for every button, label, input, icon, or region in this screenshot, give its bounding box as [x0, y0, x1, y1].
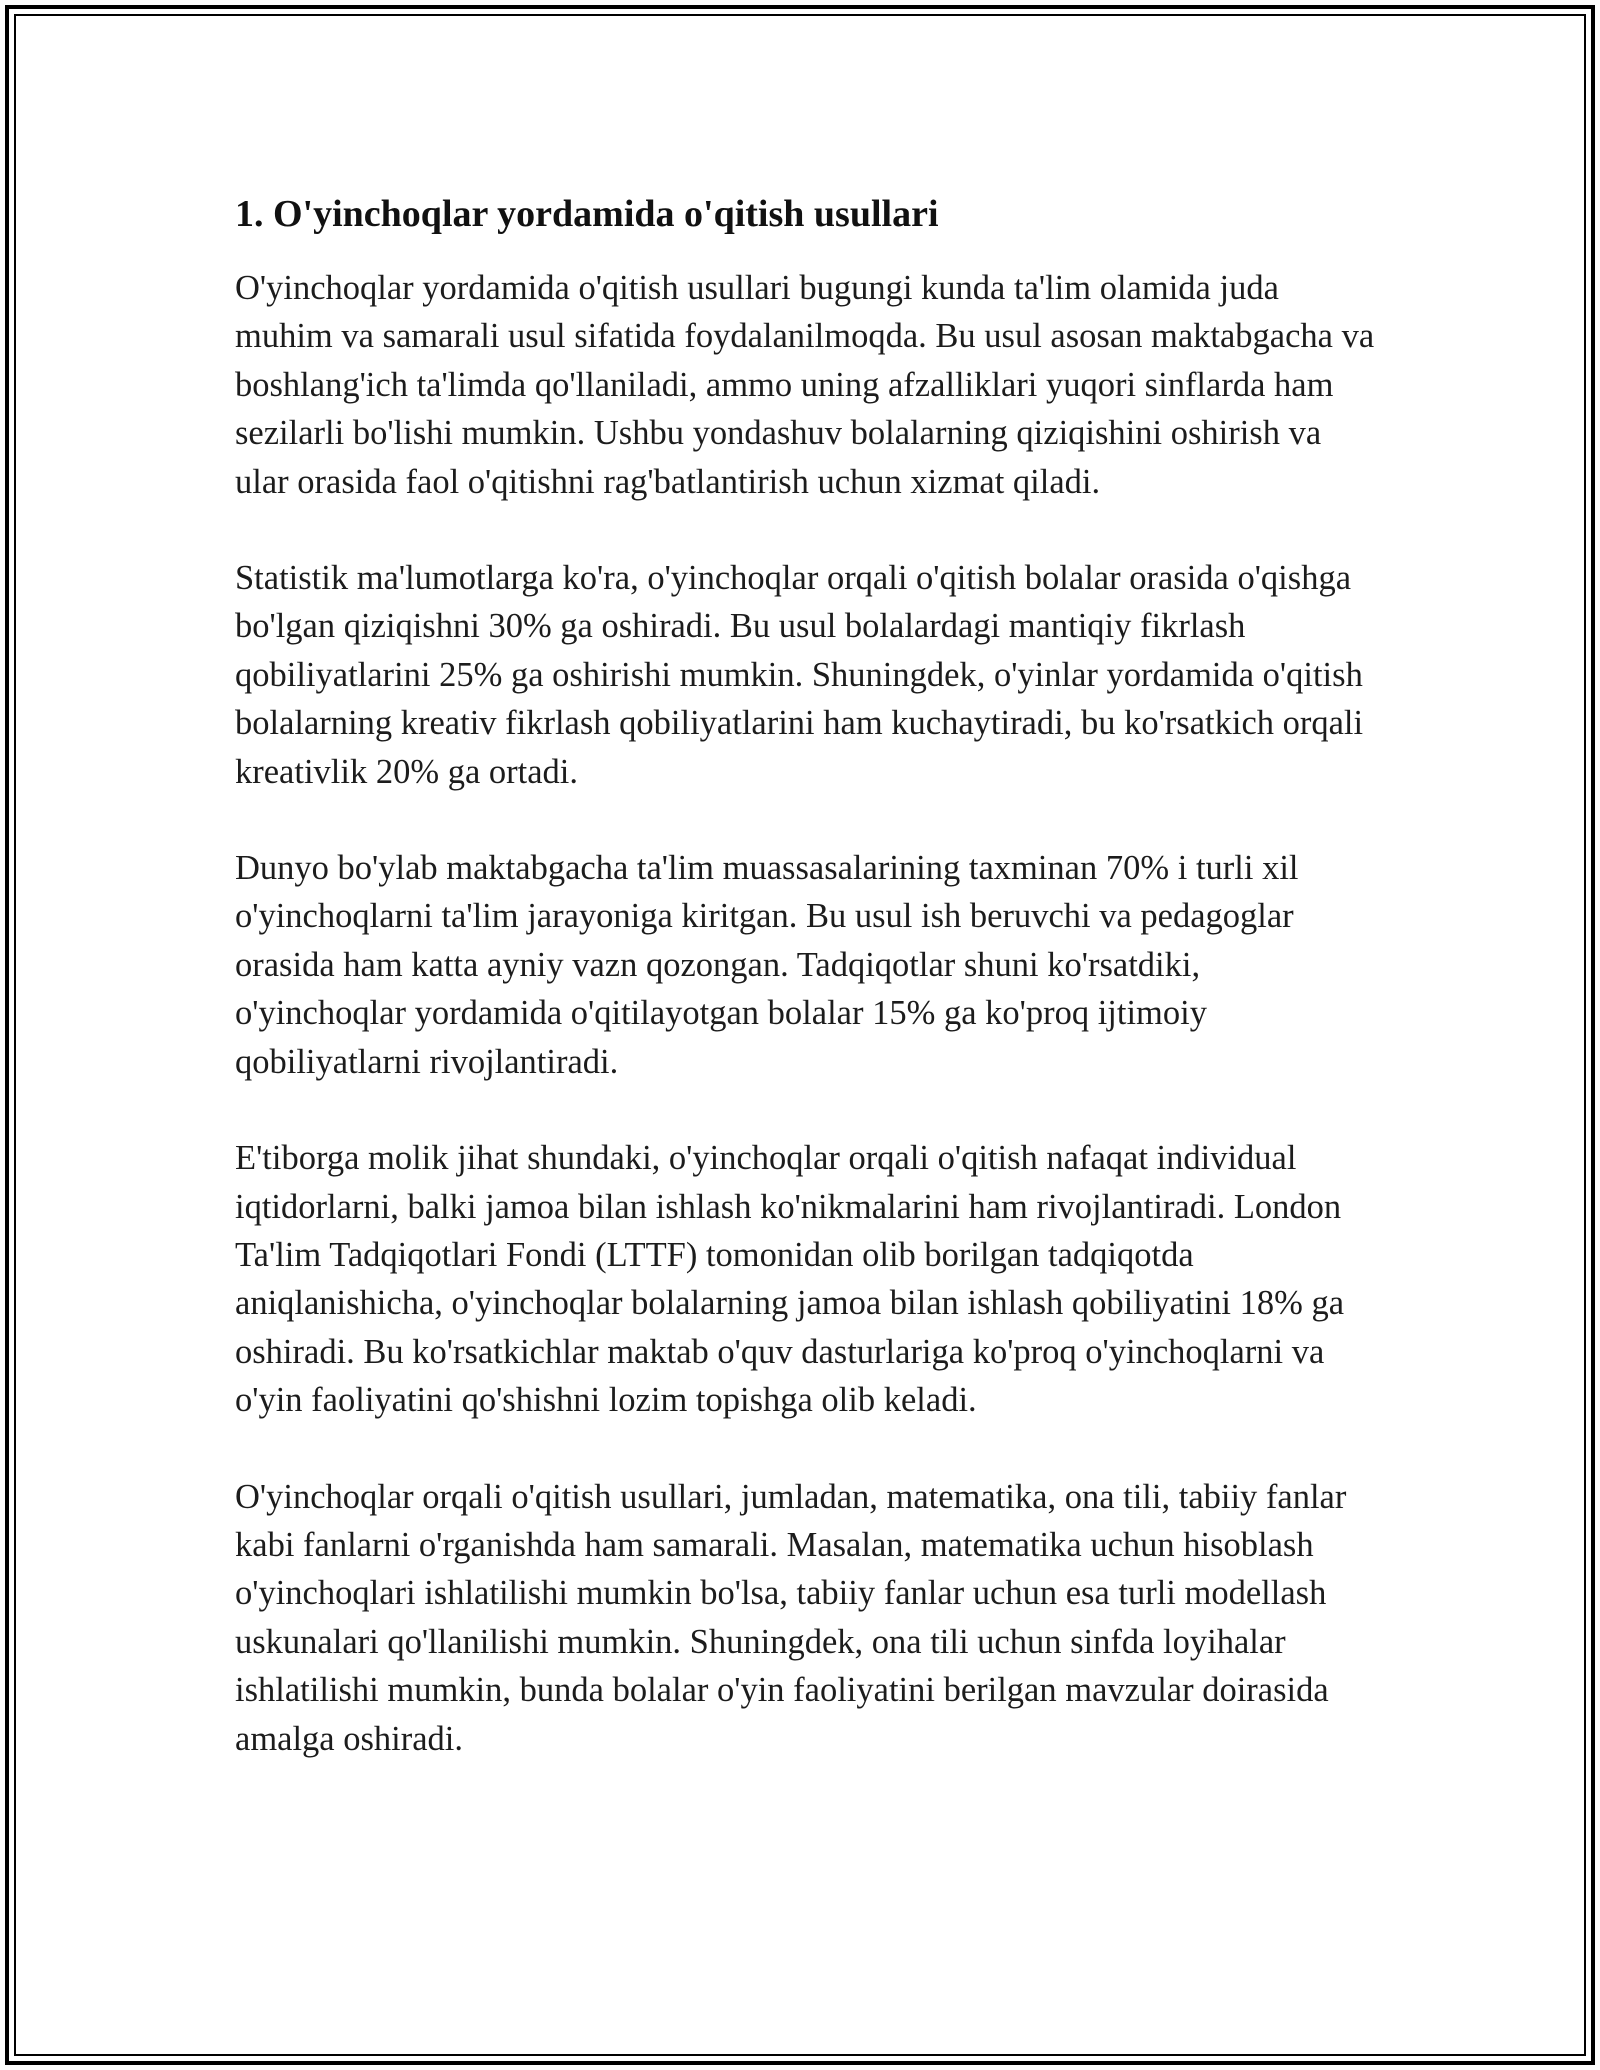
- section-title: 1. O'yinchoqlar yordamida o'qitish usullari: [235, 193, 939, 235]
- paragraph-teamwork: E'tiborga molik jihat shundaki, o'yinchoqlar orqali o'qitish nafaqat individual iqtidorlarni, balki jamoa bilan ishlash ko'nikmalarini ham rivojlantiradi. London Ta'lim Tadqiqotlari Fondi (LTTF) tomonidan olib borilgan tadqiqotda aniqlanishicha, o'yinchoqlar bolalarning jamoa bilan ishlash qobiliyatini 18% ga oshiradi. Bu ko'rsatkichlar maktab o'quv dasturlariga ko'proq o'yinchoqlarni va o'yin faoliyatini qo'shishni lozim topishga olib keladi.: [235, 1139, 1345, 1420]
- paragraph-world-adoption: Dunyo bo'ylab maktabgacha ta'lim muassasalarining taxminan 70% i turli xil o'yinchoqlarni ta'lim jarayoniga kiritgan. Bu usul ish beruvchi va pedagoglar orasida ham katta ayniy vazn qozongan. Tadqiqotlar shuni ko'rsatdiki, o'yinchoqlar yordamida o'qitilayotgan bolalar 15% ga ko'proq ijtimoiy qobiliyatlarni rivojlantiradi.: [235, 849, 1299, 1081]
- document-body: [235, 186, 1375, 1811]
- paragraph-subjects: O'yinchoqlar orqali o'qitish usullari, jumladan, matematika, ona tili, tabiiy fanlar kabi fanlarni o'rganishda ham samarali. Masalan, matematika uchun hisoblash o'yinchoqlari ishlatilishi mumkin bo'lsa, tabiiy fanlar uchun esa turli modellash uskunalari qo'llanilishi mumkin. Shuningdek, ona tili uchun sinfda loyihalar ishlatilishi mumkin, bunda bolalar o'yin faoliyatini berilgan mavzular doirasida amalga oshiradi.: [235, 1477, 1347, 1758]
- paragraph-statistics: Statistik ma'lumotlarga ko'ra, o'yinchoqlar orqali o'qitish bolalar orasida o'qishga bo'lgan qiziqishni 30% ga oshiradi. Bu usul bolalardagi mantiqiy fikrlash qobiliyatlarini 25% ga oshirishi mumkin. Shuningdek, o'yinlar yordamida o'qitish bolalarning kreativ fikrlash qobiliyatlarini ham kuchaytiradi, bu ko'rsatkich orqali kreativlik 20% ga ortadi.: [235, 559, 1364, 791]
- paragraph-intro: O'yinchoqlar yordamida o'qitish usullari bugungi kunda ta'lim olamida juda muhim va samarali usul sifatida foydalanilmoqda. Bu usul asosan maktabgacha va boshlang'ich ta'limda qo'llaniladi, ammo uning afzalliklari yuqori sinflarda ham sezilarli bo'lishi mumkin. Ushbu yondashuv bolalarning qiziqishini oshirish va ular orasida faol o'qitishni rag'batlantirish uchun xizmat qiladi.: [235, 269, 1375, 501]
